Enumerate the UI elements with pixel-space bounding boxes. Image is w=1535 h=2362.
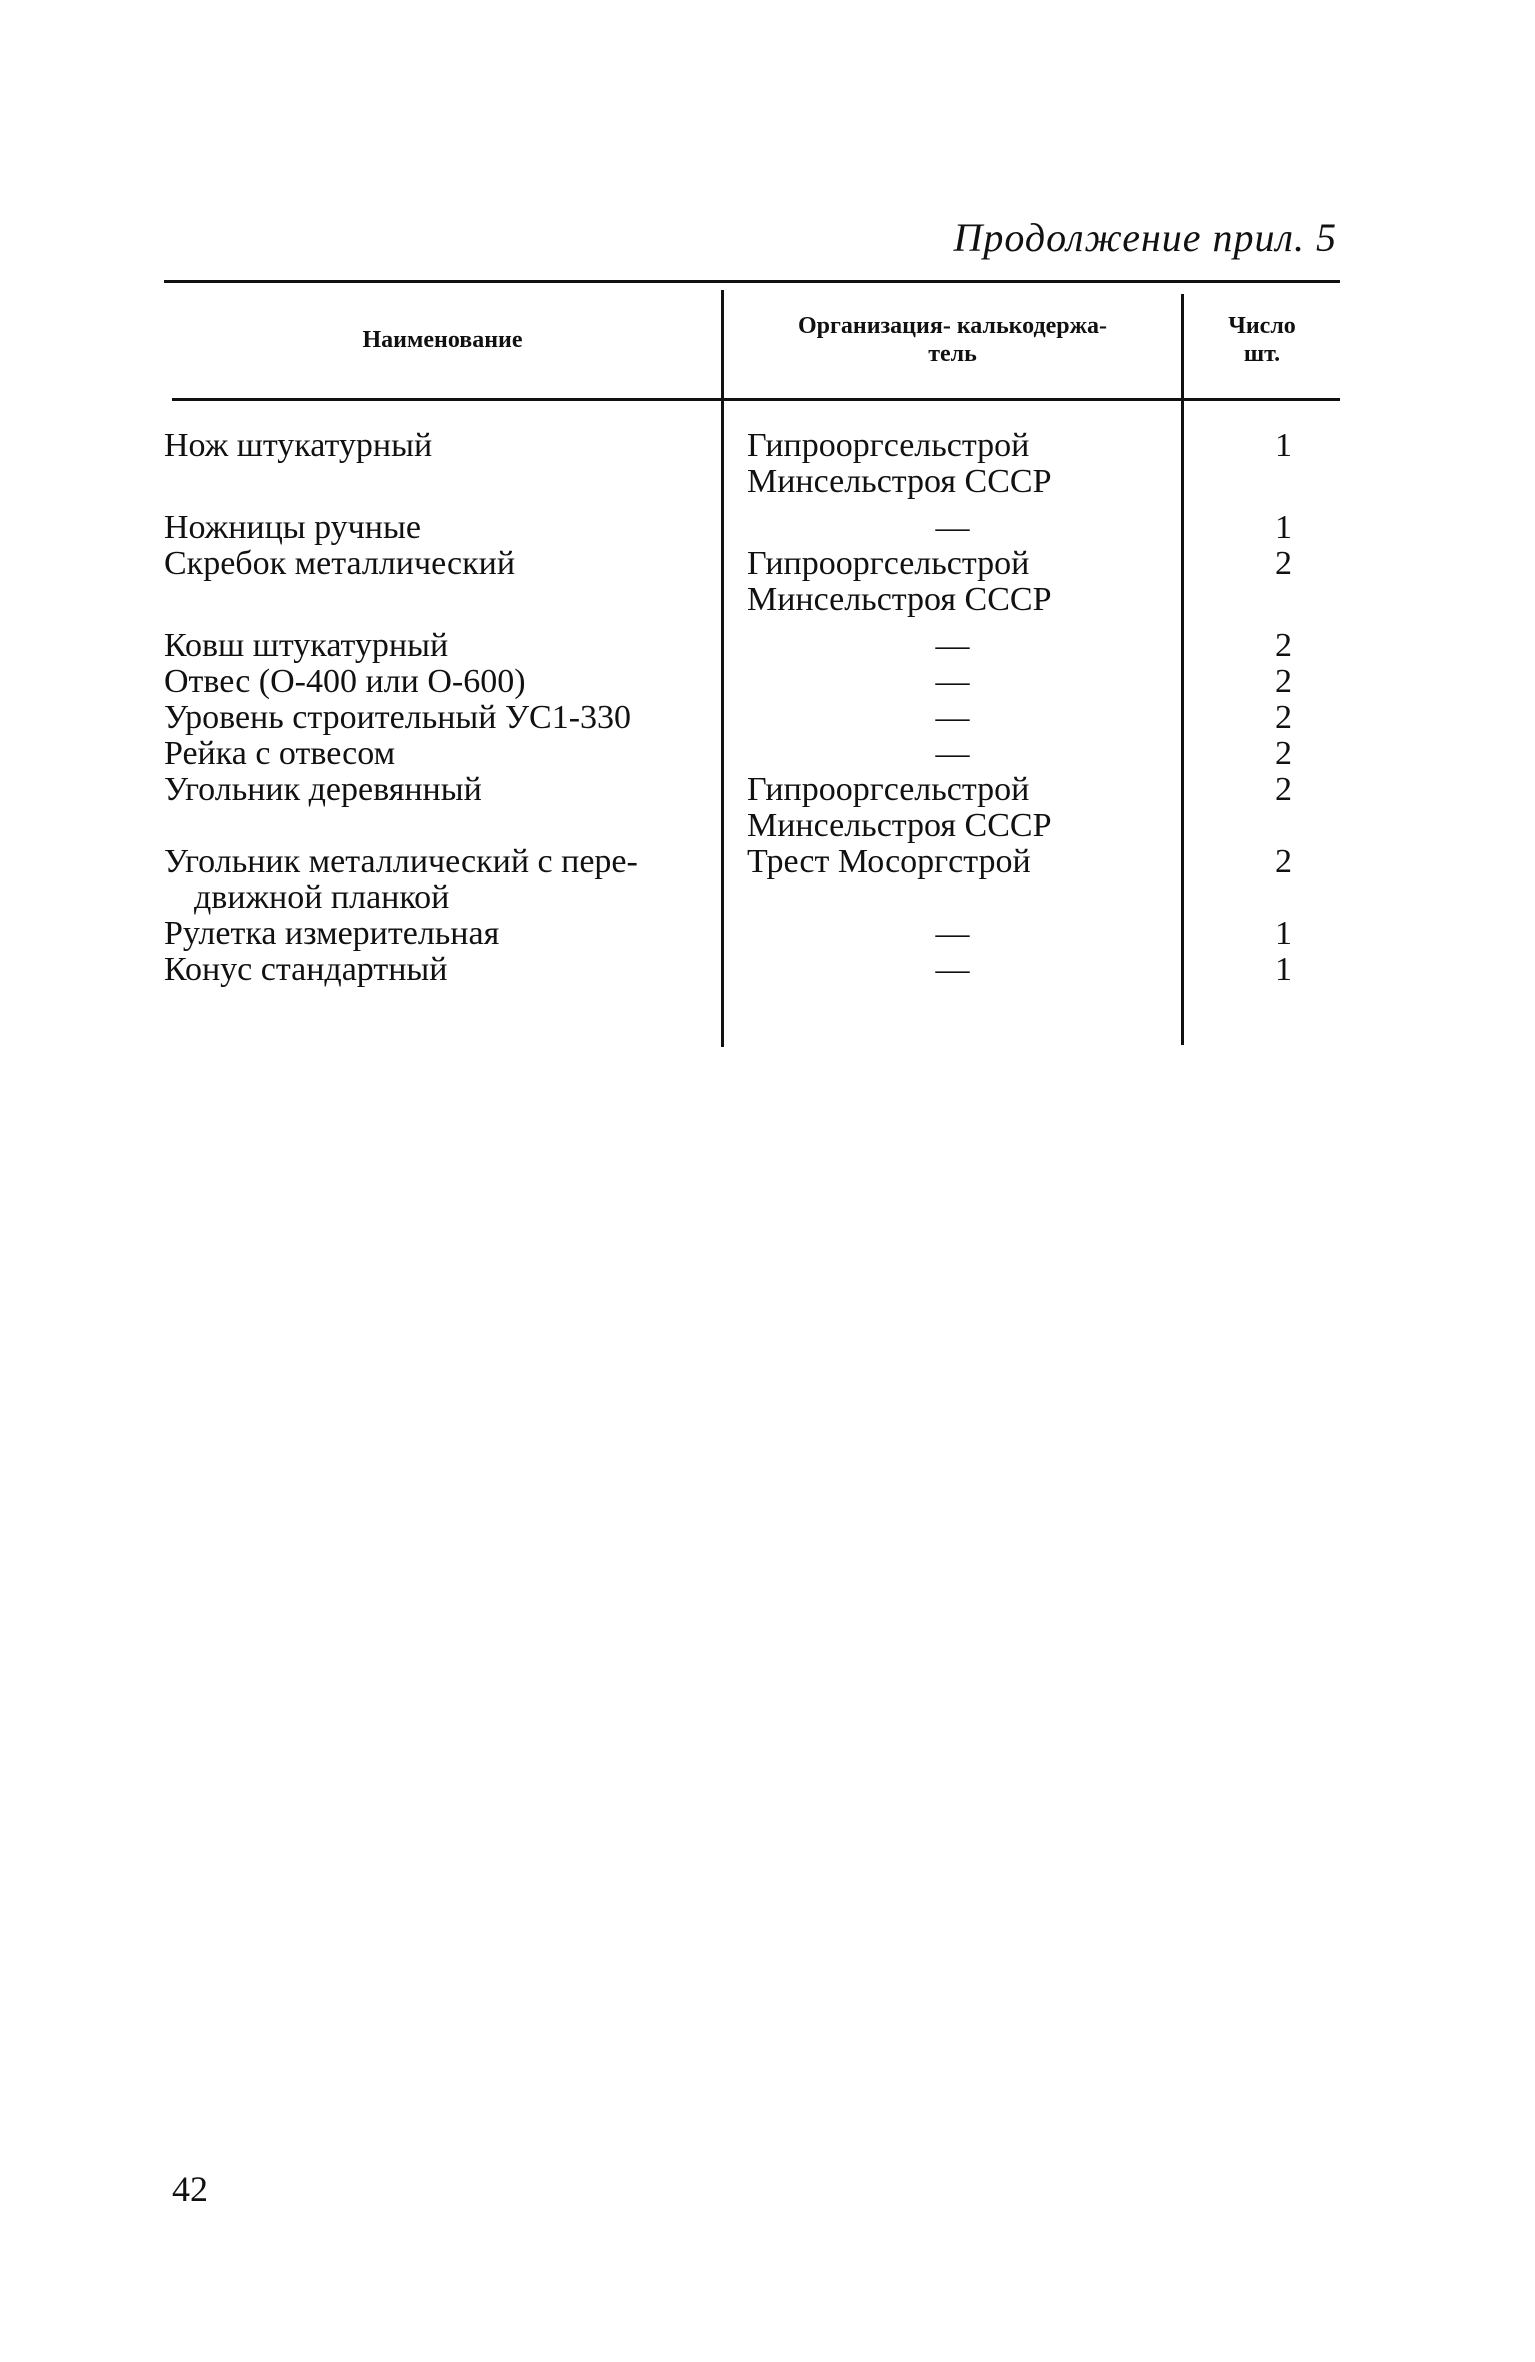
item-qty: 2 <box>1275 627 1292 664</box>
item-org: — <box>935 915 970 952</box>
item-name <box>164 844 724 916</box>
column-header-org-line: Организация- калькодержа- <box>797 313 1108 339</box>
item-name <box>164 546 724 618</box>
table-body <box>164 428 1340 988</box>
item-org-line: Трест Мосоргстрой <box>747 843 1031 880</box>
item-qty: 2 <box>1275 663 1292 700</box>
item-org-line: Минсельстроя СССР <box>747 581 1052 618</box>
item-org: — <box>935 509 970 546</box>
item-org-line: Гипрооргсельстрой <box>747 771 1030 808</box>
item-name <box>164 772 724 844</box>
item-name <box>164 700 724 736</box>
item-name-line: Нож штукатурный <box>164 427 433 464</box>
item-name-line: Уровень строительный УС1-330 <box>164 699 632 736</box>
table-row <box>164 700 1340 736</box>
item-qty: 1 <box>1275 427 1292 464</box>
item-org-line: Минсельстроя СССР <box>747 463 1052 500</box>
item-org: — <box>935 699 970 736</box>
item-org: — <box>935 951 970 988</box>
item-qty: 2 <box>1275 545 1292 582</box>
item-qty: 2 <box>1275 771 1292 808</box>
table-row <box>164 510 1340 546</box>
item-name-line: Угольник деревянный <box>164 771 482 808</box>
item-name <box>164 428 724 500</box>
column-header-name: Наименование <box>362 327 523 353</box>
item-qty: 1 <box>1275 509 1292 546</box>
table-row <box>164 952 1340 988</box>
table-row <box>164 628 1340 664</box>
table-row <box>164 844 1340 916</box>
table-header-rule <box>172 398 1340 401</box>
table-row <box>164 772 1340 844</box>
item-name-line: Ковш штукатурный <box>164 627 449 664</box>
item-org: — <box>935 735 970 772</box>
item-org <box>724 546 1181 618</box>
page-number: 42 <box>172 2169 208 2209</box>
continuation-caption: Продолжение прил. 5 <box>953 215 1337 260</box>
item-qty: 2 <box>1275 699 1292 736</box>
table-row <box>164 546 1340 618</box>
item-name <box>164 664 724 700</box>
item-org: — <box>935 627 970 664</box>
item-name <box>164 916 724 952</box>
table-row <box>164 664 1340 700</box>
table-row <box>164 736 1340 772</box>
item-qty: 2 <box>1275 843 1292 880</box>
item-qty: 2 <box>1275 735 1292 772</box>
item-qty: 1 <box>1275 951 1292 988</box>
item-name-line: Конус стандартный <box>164 951 448 988</box>
item-name <box>164 510 724 546</box>
item-name <box>164 628 724 664</box>
item-name <box>164 952 724 988</box>
item-org <box>724 844 1181 916</box>
column-header-org-line: тель <box>928 341 977 367</box>
column-header-org <box>724 312 1181 368</box>
item-name-line: Рулетка измерительная <box>164 915 500 952</box>
item-org-line: Гипрооргсельстрой <box>747 427 1030 464</box>
item-org-line: Минсельстроя СССР <box>747 807 1052 844</box>
column-header-qty <box>1184 312 1340 368</box>
item-qty: 1 <box>1275 915 1292 952</box>
column-header-qty-line: шт. <box>1243 341 1281 367</box>
item-org-line: Гипрооргсельстрой <box>747 545 1030 582</box>
table-top-rule <box>164 280 1340 283</box>
item-name <box>164 736 724 772</box>
item-name-line: Скребок металлический <box>164 545 516 582</box>
item-name-line: Ножницы ручные <box>164 509 421 546</box>
item-name-line: Рейка с отвесом <box>164 735 396 772</box>
item-org <box>724 428 1181 500</box>
column-header-qty-line: Число <box>1228 313 1296 339</box>
item-org <box>724 772 1181 844</box>
table-row <box>164 916 1340 952</box>
item-org: — <box>935 663 970 700</box>
item-name-line: Угольник металлический с пере- <box>164 843 638 880</box>
item-name-line: движной планкой <box>194 879 450 916</box>
instruments-table <box>164 280 1340 1047</box>
table-row <box>164 428 1340 500</box>
item-name-line: Отвес (О-400 или О-600) <box>164 663 526 700</box>
